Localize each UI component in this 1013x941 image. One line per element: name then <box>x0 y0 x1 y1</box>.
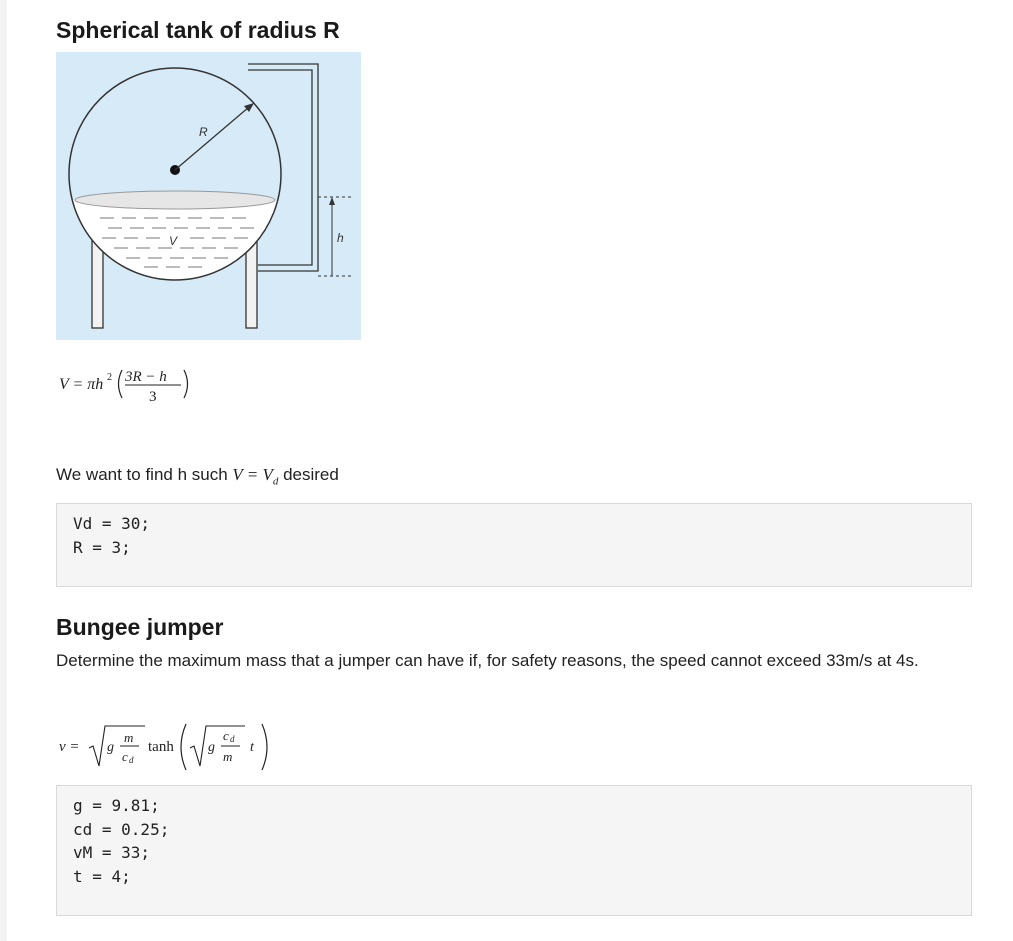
svg-text:t: t <box>250 740 254 755</box>
goal-text-after: desired <box>278 465 339 484</box>
left-paren <box>181 724 186 770</box>
goal-math: $V = V_d$ <box>232 465 279 488</box>
code-line: Vd = 30; <box>73 514 151 533</box>
bungee-description: Determine the maximum mass that a jumper can have if, for safety reasons, the speed cannot exceed 33m/s at 4s. <box>56 651 919 670</box>
bungee-velocity-formula <box>59 718 289 776</box>
svg-text:m: m <box>124 730 134 745</box>
tank-volume-formula <box>59 360 209 410</box>
goal-text-before: We want to find h such <box>56 465 233 484</box>
svg-text:g: g <box>208 740 215 755</box>
code-block-bungee[interactable] <box>56 785 972 916</box>
volume-label: V <box>169 234 178 248</box>
formula-exponent: 2 <box>107 372 112 383</box>
svg-text:d: d <box>230 734 235 744</box>
right-paren <box>262 724 267 770</box>
code-block-tank[interactable] <box>56 503 972 587</box>
height-label: h <box>337 231 344 245</box>
right-paren <box>184 370 188 398</box>
svg-text:d: d <box>129 755 134 765</box>
svg-text:g: g <box>107 740 114 755</box>
formula-denominator: 3 <box>149 389 157 405</box>
left-paren <box>119 370 123 398</box>
spherical-tank-figure <box>56 52 361 340</box>
svg-text:m: m <box>223 749 233 764</box>
goal-statement <box>56 462 339 494</box>
section-heading-tank: Spherical tank of radius R <box>56 17 340 43</box>
formula-lhs: v = <box>59 739 80 755</box>
radius-label: R <box>199 125 208 139</box>
formula-lhs: V = πh <box>59 376 104 393</box>
svg-text:c: c <box>122 749 128 764</box>
tanh-function: tanh <box>148 739 174 755</box>
code-line: t = 4; <box>73 866 131 886</box>
code-line: g = 9.81; <box>73 796 160 815</box>
code-line: vM = 33; <box>73 843 151 862</box>
svg-text:c: c <box>223 728 229 743</box>
formula-numerator: 3R − h <box>125 369 167 385</box>
code-line: cd = 0.25; <box>73 819 170 839</box>
left-gutter <box>0 0 7 941</box>
section-heading-bungee: Bungee jumper <box>56 614 224 640</box>
water-surface <box>75 191 275 209</box>
code-line: R = 3; <box>73 537 131 557</box>
